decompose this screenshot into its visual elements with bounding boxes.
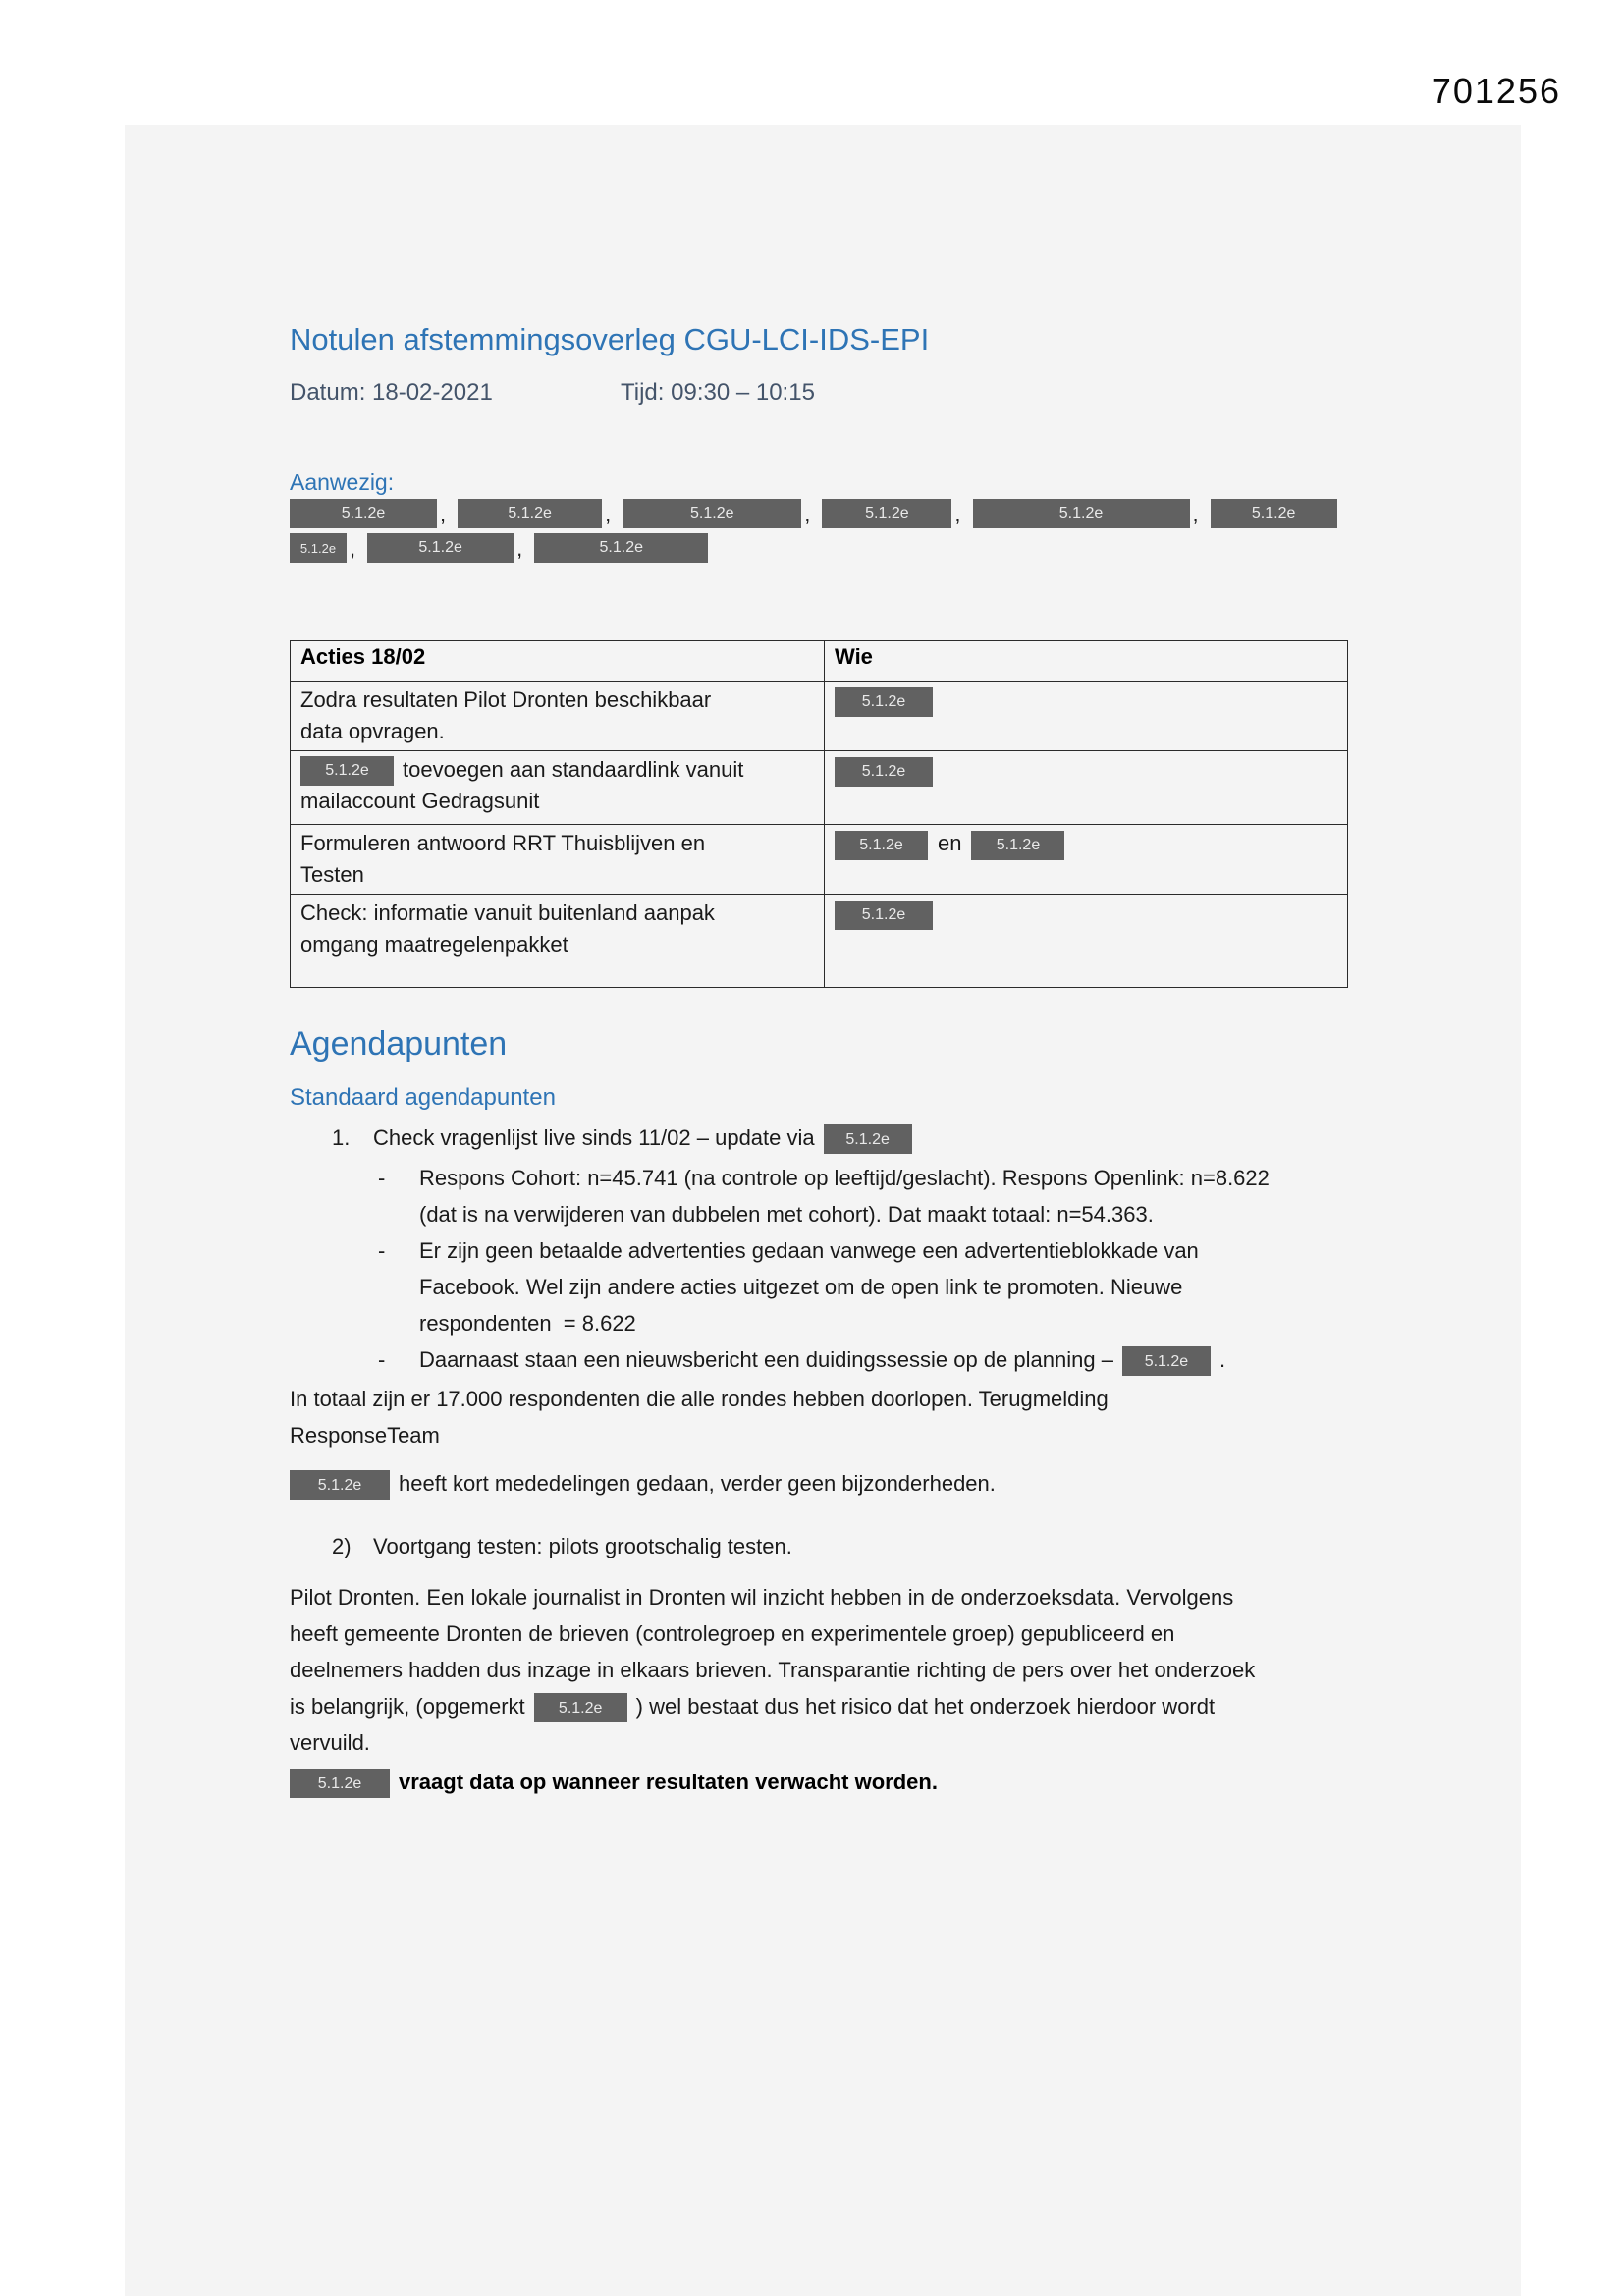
bullet-text: Daarnaast staan een nieuwsbericht een duidingssessie op de planning – [419, 1347, 1113, 1372]
paragraph-line: vervuild. [290, 1730, 370, 1755]
redaction-box: 5.1.2e [822, 499, 951, 528]
item-text: Voortgang testen: pilots grootschalig testen. [373, 1534, 792, 1558]
bullet-line [378, 1341, 1270, 1378]
wie-separator: en [938, 831, 962, 856]
mededeling-text: heeft kort mededelingen gedaan, verder geen bijzonderheden. [399, 1471, 996, 1496]
redaction-box: 5.1.2e [458, 499, 602, 528]
table-cell-wie [825, 682, 1348, 751]
redaction-box: 5.1.2e [290, 1769, 390, 1798]
acties-table [290, 640, 1348, 988]
redaction-box: 5.1.2e [623, 499, 801, 528]
bullet-line [378, 1160, 1270, 1196]
meta-line [290, 379, 1173, 412]
attendees-row-2 [290, 533, 708, 563]
item-number: 2) [332, 1534, 352, 1558]
bold-request-line [290, 1764, 938, 1800]
paragraph-line: deelnemers hadden dus inzage in elkaars brieven. Transparantie richting de pers over het onderzoek [290, 1658, 1256, 1682]
table-cell-actie [291, 751, 825, 825]
redaction-box: 5.1.2e [290, 499, 437, 528]
actie-line: Zodra resultaten Pilot Dronten beschikbaar [300, 687, 712, 712]
table-header-row [291, 641, 1348, 682]
paragraph-totaal [290, 1381, 1109, 1453]
comma: , [1192, 502, 1199, 526]
table-cell-actie [291, 825, 825, 895]
agenda-item-2 [332, 1528, 792, 1564]
redaction-box: 5.1.2e [290, 533, 347, 563]
table-header-acties [291, 641, 825, 682]
comma: , [440, 502, 447, 526]
paragraph-line: ResponseTeam [290, 1423, 440, 1448]
bullet-dash: - [378, 1347, 386, 1372]
redaction-box: 5.1.2e [835, 757, 933, 787]
paragraph-line: heeft gemeente Dronten de brieven (controlegroep en experimentele groep) gepubliceerd en [290, 1621, 1175, 1646]
table-cell-actie [291, 682, 825, 751]
table-cell-wie [825, 895, 1348, 988]
table-header-wie-label: Wie [835, 644, 873, 669]
comma: , [954, 502, 961, 526]
paragraph-line: Pilot Dronten. Een lokale journalist in Dronten wil inzicht hebben in de onderzoeksdata. Vervolgens [290, 1585, 1234, 1610]
comma: , [350, 536, 356, 561]
bold-request-text: vraagt data op wanneer resultaten verwacht worden. [399, 1770, 938, 1794]
bullet-line [378, 1232, 1270, 1269]
table-cell-wie [825, 825, 1348, 895]
actie-line: Check: informatie vanuit buitenland aanpak [300, 901, 715, 925]
actie-line: Formuleren antwoord RRT Thuisblijven en [300, 831, 706, 855]
bullet-text: respondenten = 8.622 [419, 1311, 636, 1336]
actie-line: data opvragen. [300, 719, 445, 743]
meta-tijd: Tijd: 09:30 – 10:15 [621, 379, 815, 406]
table-header-acties-label: Acties 18/02 [300, 644, 426, 669]
redaction-box: 5.1.2e [973, 499, 1190, 528]
bullet-text: Er zijn geen betaalde advertenties gedaan vanwege een advertentieblokkade van [419, 1238, 1199, 1263]
comma: , [605, 502, 612, 526]
agenda-bullets [378, 1160, 1270, 1378]
agenda-heading: Agendapunten [290, 1025, 508, 1063]
redaction-box: 5.1.2e [835, 687, 933, 717]
aanwezig-label: Aanwezig: [290, 469, 395, 495]
bullet-text: (dat is na verwijderen van dubbelen met cohort). Dat maakt totaal: n=54.363. [419, 1202, 1154, 1227]
attendees-row-1 [290, 499, 1337, 528]
meta-datum: Datum: 18-02-2021 [290, 379, 493, 406]
page-title: Notulen afstemmingsoverleg CGU-LCI-IDS-EPI [290, 322, 930, 356]
table-cell-wie [825, 751, 1348, 825]
redaction-box: 5.1.2e [300, 756, 394, 786]
table-cell-actie [291, 895, 825, 988]
bullet-line [378, 1196, 1270, 1232]
redaction-box: 5.1.2e [824, 1124, 912, 1154]
redaction-box: 5.1.2e [835, 831, 928, 860]
paragraph-line [290, 1688, 1255, 1724]
mededeling-line [290, 1465, 996, 1502]
redaction-box: 5.1.2e [534, 533, 708, 563]
comma: , [516, 536, 523, 561]
paragraph-line: In totaal zijn er 17.000 respondenten die alle rondes hebben doorlopen. Terugmelding [290, 1387, 1109, 1411]
redaction-box: 5.1.2e [1211, 499, 1337, 528]
bullet-dash: - [378, 1238, 386, 1263]
bullet-text: Respons Cohort: n=45.741 (na controle op leeftijd/geslacht). Respons Openlink: n=8.622 [419, 1166, 1270, 1190]
redaction-box: 5.1.2e [290, 1470, 390, 1500]
actie-line [300, 754, 814, 786]
redaction-box: 5.1.2e [367, 533, 514, 563]
table-row [291, 682, 1348, 751]
table-row [291, 751, 1348, 825]
document-number: 701256 [1431, 71, 1561, 111]
bullet-text: . [1218, 1347, 1226, 1372]
redaction-box: 5.1.2e [971, 831, 1064, 860]
bullet-dash: - [378, 1166, 386, 1190]
table-header-wie [825, 641, 1348, 682]
paragraph-text: is belangrijk, (opgemerkt [290, 1694, 525, 1719]
item-text: Check vragenlijst live sinds 11/02 – update via [373, 1125, 815, 1150]
item-number: 1. [332, 1125, 351, 1150]
table-row [291, 895, 1348, 988]
agenda-item-1 [332, 1120, 921, 1156]
bullet-line [378, 1305, 1270, 1341]
redaction-box: 5.1.2e [1122, 1346, 1211, 1376]
bullet-line [378, 1269, 1270, 1305]
actie-line: mailaccount Gedragsunit [300, 789, 540, 814]
redaction-box: 5.1.2e [835, 901, 933, 930]
table-row [291, 825, 1348, 895]
actie-line: omgang maatregelenpakket [300, 932, 568, 957]
actie-text: toevoegen aan standaardlink vanuit [403, 757, 744, 782]
paragraph-pilot-dronten [290, 1579, 1255, 1761]
agenda-subheading: Standaard agendapunten [290, 1084, 556, 1111]
redaction-box: 5.1.2e [534, 1693, 627, 1722]
paragraph-text: ) wel bestaat dus het risico dat het onderzoek hierdoor wordt [635, 1694, 1216, 1719]
bullet-text: Facebook. Wel zijn andere acties uitgezet om de open link te promoten. Nieuwe [419, 1275, 1183, 1299]
actie-line: Testen [300, 862, 364, 887]
comma: , [804, 502, 811, 526]
